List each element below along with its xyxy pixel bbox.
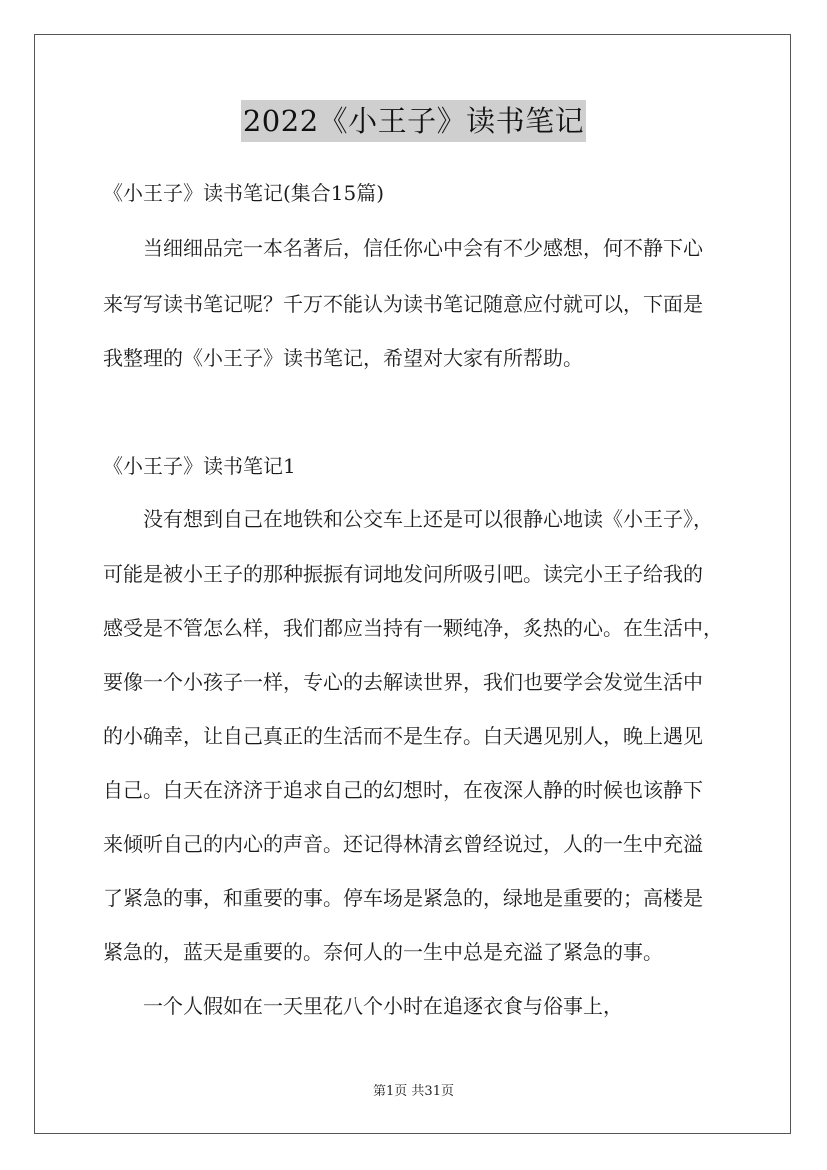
intro-line: 来写写读书笔记呢？千万不能认为读书笔记随意应付就可以，下面是 bbox=[103, 292, 703, 316]
body-line: 了紧急的事，和重要的事。停车场是紧急的，绿地是重要的；高楼是 bbox=[103, 886, 703, 910]
document-title: 2022《小王子》读书笔记 bbox=[241, 100, 586, 142]
body-line: 紧急的，蓝天是重要的。奈何人的一生中总是充溢了紧急的事。 bbox=[103, 940, 663, 964]
document-subtitle: 《小王子》读书笔记(集合15篇) bbox=[103, 181, 385, 205]
body-line: 感受是不管怎么样，我们都应当持有一颗纯净，炙热的心。在生活中， bbox=[103, 616, 723, 640]
body-line: 自己。白天在济济于追求自己的幻想时，在夜深人静的时候也该静下 bbox=[103, 778, 703, 802]
body-line: 的小确幸，让自己真正的生活而不是生存。白天遇见别人，晚上遇见 bbox=[103, 724, 703, 748]
page-footer: 第1页 共31页 bbox=[373, 1084, 454, 1099]
title-container bbox=[0, 100, 827, 142]
intro-line: 我整理的《小王子》读书笔记，希望对大家有所帮助。 bbox=[103, 346, 583, 370]
body-line: 要像一个小孩子一样，专心的去解读世界，我们也要学会发觉生活中 bbox=[103, 670, 703, 694]
body-line: 来倾听自己的内心的声音。还记得林清玄曾经说过，人的一生中充溢 bbox=[103, 832, 703, 856]
intro-line: 当细细品完一本名著后，信任你心中会有不少感想，何不静下心 bbox=[143, 236, 703, 260]
body-line: 没有想到自己在地铁和公交车上还是可以很静心地读《小王子》， bbox=[143, 507, 713, 531]
body-line-last: 一个人假如在一天里花八个小时在追逐衣食与俗事上， bbox=[143, 994, 623, 1018]
body-line: 可能是被小王子的那种振振有词地发问所吸引吧。读完小王子给我的 bbox=[103, 562, 703, 586]
section-heading: 《小王子》读书笔记1 bbox=[103, 454, 296, 478]
